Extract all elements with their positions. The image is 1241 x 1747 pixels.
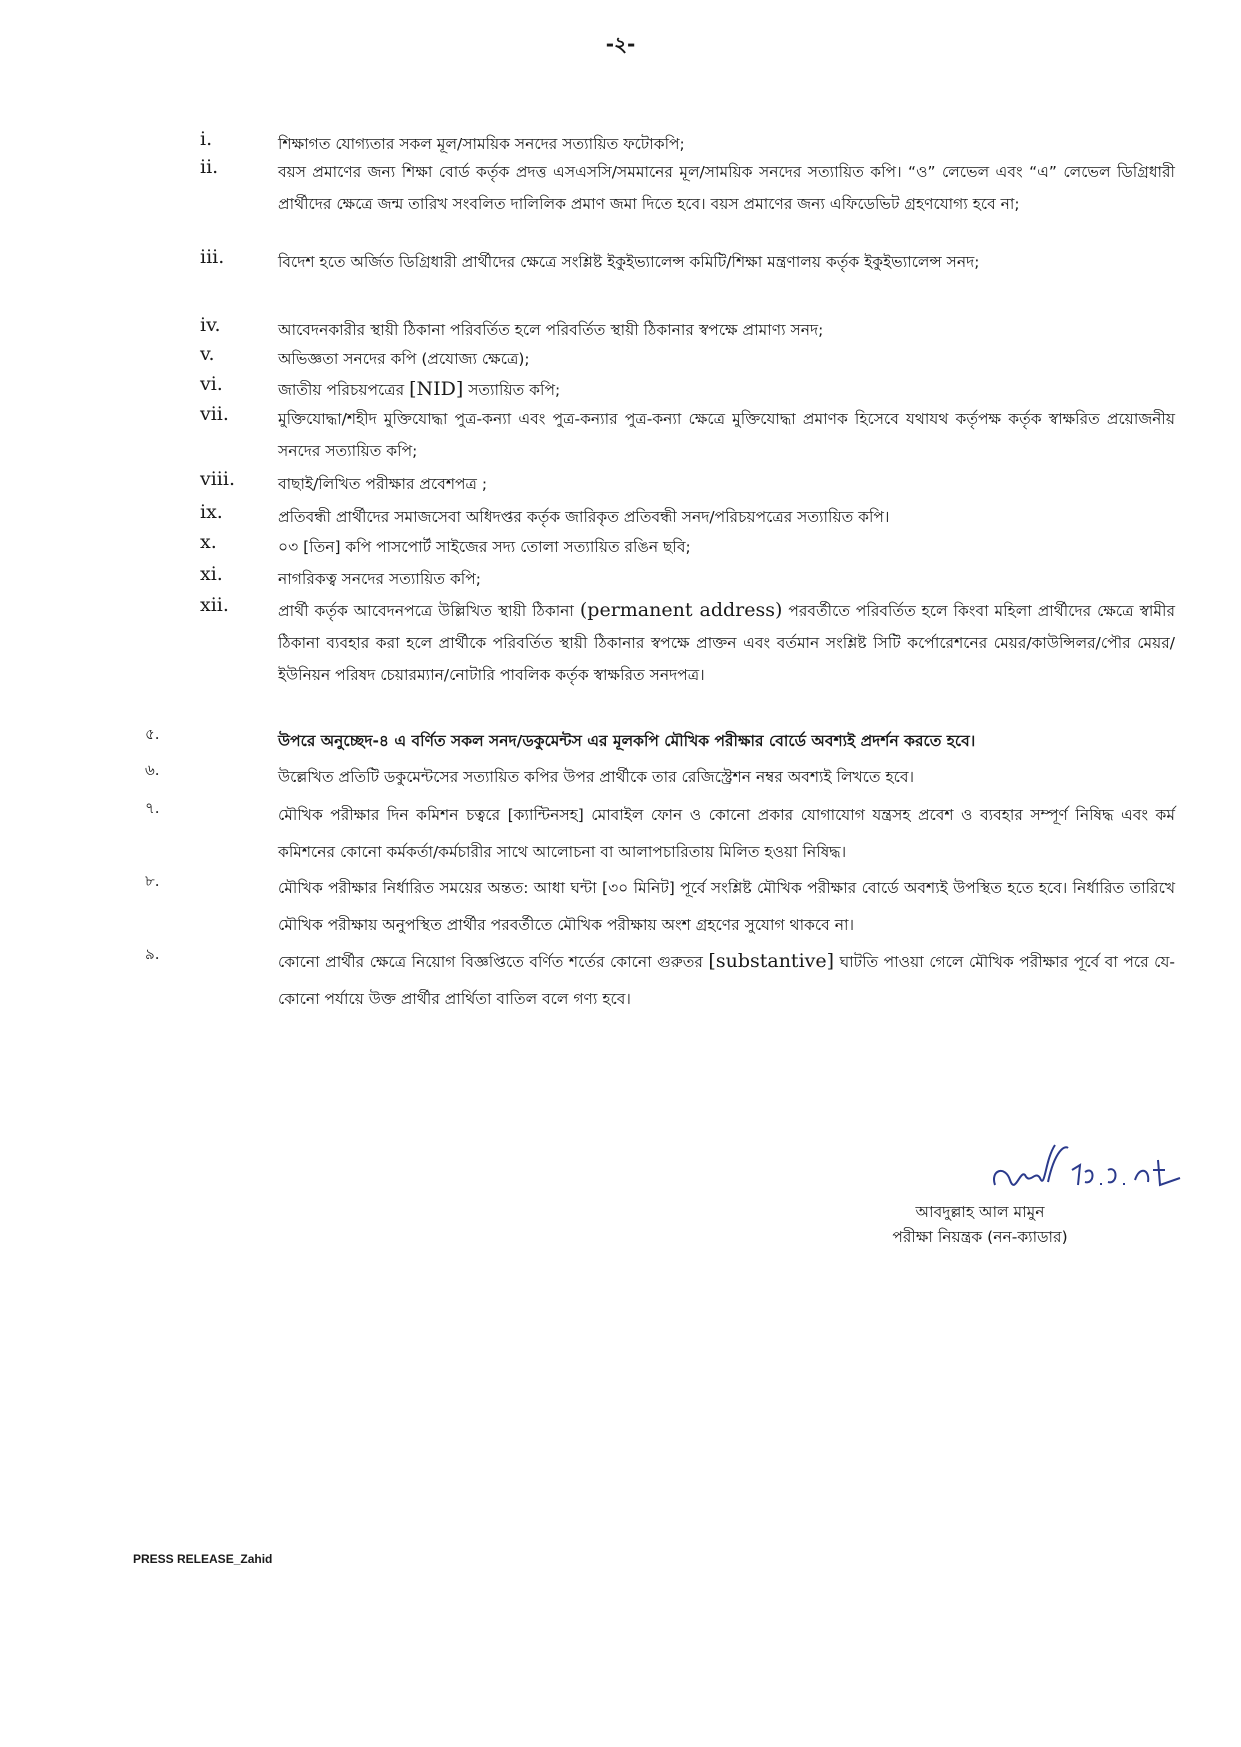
section-text: মৌখিক পরীক্ষার দিন কমিশন চত্বরে [ক্যান্টিনসহ] মোবাইল ফোন ও কোনো প্রকার যোগাযোগ যন্ত্রসহ প্রবেশ ও ব্যবহার সম্পূর্ণ নিষিদ্ধ এবং কর্ম কমিশনের কোনো কর্মকর্তা/কর্মচারীর সাথে আলোচনা বা আলাপচারিতায় মিলিত হওয়া নিষিদ্ধ। [278,806,1175,861]
text-part: জাতীয় পরিচয়পত্রের [278,381,410,399]
item-number: vii. [200,403,229,425]
item-text [278,594,1175,691]
section-number: ৮. [145,872,160,890]
item-text: বয়স প্রমাণের জন্য শিক্ষা বোর্ড কর্তৃক প্রদত্ত এসএসসি/সমমানের মূল/সাময়িক সনদের সত্যায়িত কপি। “ও” লেভেল এবং “এ” লেভেল ডিগ্রিধারী প্রার্থীদের ক্ষেত্রে জন্ম তারিখ সংবলিত দালিলিক প্রমাণ জমা দিতে হবে। বয়স প্রমাণের জন্য এফিডেভিট গ্রহণযোগ্য হবে না; [278,163,1175,213]
item-number: iii. [200,246,225,268]
section-number: ৬. [145,761,160,779]
item-number: ii. [200,156,219,178]
list-item [200,403,1175,467]
section-8 [145,870,1175,944]
item-number: xi. [200,563,223,585]
section-number: ৯. [145,945,160,963]
section-number: ৭. [145,799,160,817]
list-item [200,314,1175,346]
section-text: উল্লেখিত প্রতিটি ডকুমেন্টসের সত্যায়িত কপির উপর প্রার্থীকে তার রেজিস্ট্রেশন নম্বর অবশ্যই লিখতে হবে। [278,768,915,786]
section-text: উপরে অনুচ্ছেদ-৪ এ বর্ণিত সকল সনদ/ডকুমেন্টস এর মূলকপি মৌখিক পরীক্ষার বোর্ডে অবশ্যই প্রদর্শন করতে হবে। [278,732,976,750]
list-item [200,563,1175,595]
signatory-name: আবদুল্লাহ আল মামুন [915,1203,1045,1221]
section-text: মৌখিক পরীক্ষার নির্ধারিত সময়ের অন্তত: আধা ঘন্টা [৩০ মিনিট] পূর্বে সংশ্লিষ্ট মৌখিক পরীক্ষার বোর্ডে অবশ্যই উপস্থিত হতে হবে। নির্ধারিত তারিখে মৌখিক পরীক্ষায় অনুপস্থিত প্রার্থীর পরবর্তীতে মৌখিক পরীক্ষায় অংশ গ্রহণের সুযোগ থাকবে না। [278,879,1175,934]
list-item [200,531,1175,563]
section-6 [145,759,1175,796]
item-number: viii. [200,468,236,490]
item-text: মুক্তিযোদ্ধা/শহীদ মুক্তিযোদ্ধা পুত্র-কন্যা এবং পুত্র-কন্যার পুত্র-কন্যা ক্ষেত্রে মুক্তিযোদ্ধা প্রমাণক হিসেবে যথাযথ কর্তৃপক্ষ কর্তৃক স্বাক্ষরিত প্রয়োজনীয় সনদের সত্যায়িত কপি; [278,410,1175,460]
item-number: i. [200,128,213,150]
permanent-address-term: (permanent address) [579,599,783,621]
item-number: ix. [200,501,223,523]
item-text: আবেদনকারীর স্থায়ী ঠিকানা পরিবর্তিত হলে পরিবর্তিত স্থায়ী ঠিকানার স্বপক্ষে প্রামাণ্য সনদ; [278,321,824,339]
handwritten-signature [990,1140,1190,1200]
text-part: প্রার্থী কর্তৃক আবেদনপত্রে উল্লিখিত স্থায়ী ঠিকানা [278,602,580,620]
item-number: vi. [200,373,223,395]
item-text: বাছাই/লিখিত পরীক্ষার প্রবেশপত্র ; [278,475,488,493]
section-5 [145,723,1175,760]
text-part: কোনো প্রার্থীর ক্ষেত্রে নিয়োগ বিজ্ঞপ্তিতে বর্ণিত শর্তের কোনো গুরুতর [278,953,709,971]
list-item [200,373,1175,406]
text-part: সত্যায়িত কপি; [463,381,561,399]
text-part: ঘাটতি পাওয়া গেলে মৌখিক পরীক্ষার পূর্বে বা পরে যে-কোনো পর্যায়ে উক্ত প্রার্থীর প্রার্থিতা বাতিল বলে গণ্য হবে। [278,953,1175,1008]
item-number: iv. [200,314,221,336]
section-7 [145,797,1175,871]
item-text: প্রতিবন্ধী প্রার্থীদের সমাজসেবা অধিদপ্তর কর্তৃক জারিকৃত প্রতিবন্ধী সনদ/পরিচয়পত্রের সত্যায়িত কপি। [278,508,890,526]
list-item [200,343,1175,375]
section-text [278,943,1175,1018]
item-number: xii. [200,594,229,616]
page-number: -২- [605,32,636,56]
section-number: ৫. [145,725,160,743]
item-number: v. [200,343,215,365]
list-item [200,246,1175,278]
list-item [200,501,1175,533]
signatory-designation: পরীক্ষা নিয়ন্ত্রক (নন-ক্যাডার) [892,1228,1068,1246]
section-9 [145,943,1175,1018]
item-text [278,373,1175,406]
list-item [200,468,1175,500]
item-text: ০৩ [তিন] কপি পাসপোর্ট সাইজের সদ্য তোলা সত্যায়িত রঙিন ছবি; [278,538,691,556]
nid-term: [NID] [409,378,464,400]
substantive-term: [substantive] [708,950,835,972]
list-item [200,594,1175,691]
item-text: শিক্ষাগত যোগ্যতার সকল মূল/সাময়িক সনদের সত্যায়িত ফটোকপি; [278,135,685,153]
item-text: নাগরিকত্ব সনদের সত্যায়িত কপি; [278,570,481,588]
list-item [200,156,1175,220]
text-part: পরবর্তীতে পরিবর্তিত হলে কিংবা মহিলা প্রার্থীদের ক্ষেত্রে স্বামীর ঠিকানা ব্যবহার করা হলে প্রার্থীকে পরিবর্তিত স্থায়ী ঠিকানার স্বপক্ষে প্রাক্তন এবং বর্তমান সংশ্লিষ্ট সিটি কর্পোরেশনের মেয়র/কাউন্সিলর/পৌর মেয়র/ইউনিয়ন পরিষদ চেয়ারম্যান/নোটারি পাবলিক কর্তৃক স্বাক্ষরিত সনদপত্র। [278,602,1175,684]
footer-label: PRESS RELEASE_Zahid [133,1552,273,1566]
item-text: বিদেশ হতে অর্জিত ডিগ্রিধারী প্রার্থীদের ক্ষেত্রে সংশ্লিষ্ট ইকুইভ্যালেন্স কমিটি/শিক্ষা মন্ত্রণালয় কর্তৃক ইকুইভ্যালেন্স সনদ; [278,253,980,271]
item-text: অভিজ্ঞতা সনদের কপি (প্রযোজ্য ক্ষেত্রে); [278,350,530,368]
item-number: x. [200,531,217,553]
